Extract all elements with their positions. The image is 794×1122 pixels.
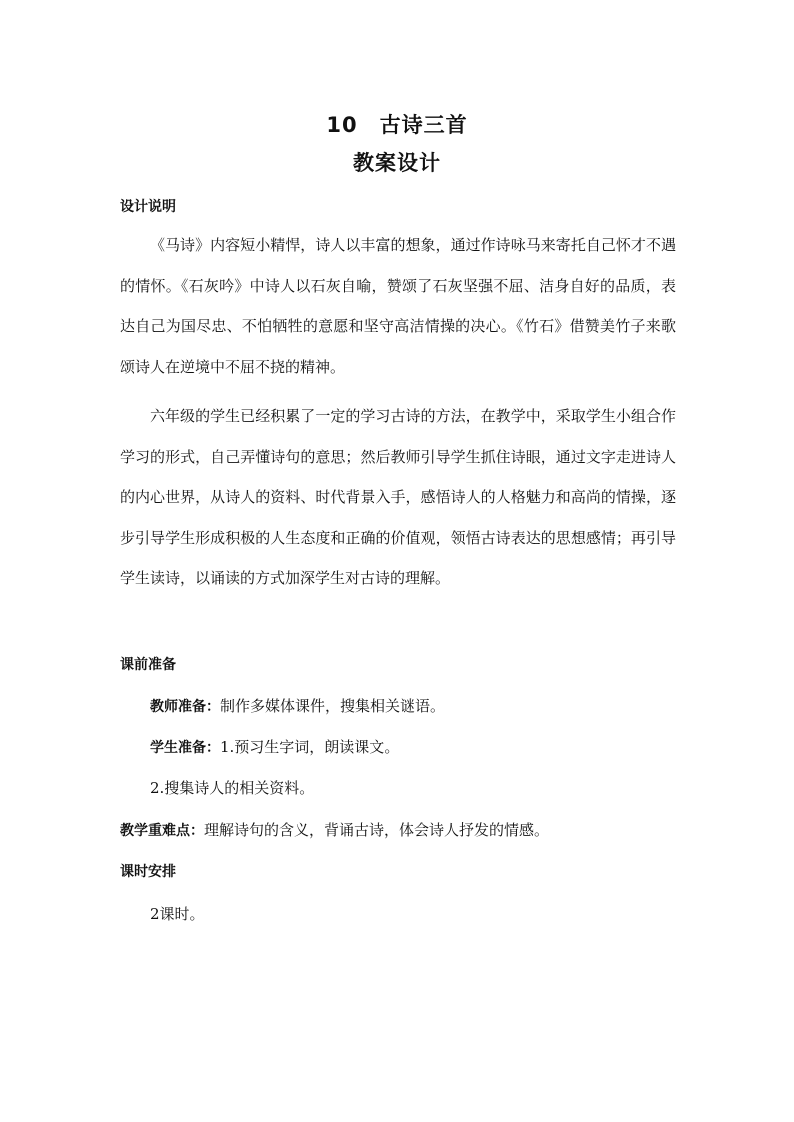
schedule-heading: 课时安排 bbox=[120, 864, 176, 880]
key-points bbox=[120, 820, 549, 841]
key-points-text: 理解诗句的含义，背诵古诗，体会诗人抒发的情感。 bbox=[204, 821, 550, 839]
student-preparation-label: 学生准备： bbox=[150, 740, 220, 756]
teacher-preparation bbox=[150, 696, 445, 717]
design-notes-paragraph-2: 六年级的学生已经积累了一定的学习古诗的方法，在教学中，采取学生小组合作学习的形式，自己弄懂诗句的意思；然后教师引导学生抓住诗眼，通过文字走进诗人的内心世界，从诗人的资料、时代背景入手，感悟诗人的人格魅力和高尚的情操，逐步引导学生形成积极的人生态度和正确的价值观，领悟古诗表达的思想感情；再引导学生读诗，以诵读的方式加深学生对古诗的理解。 bbox=[120, 407, 676, 587]
teacher-preparation-text: 制作多媒体课件，搜集相关谜语。 bbox=[220, 697, 446, 715]
design-notes-paragraph-1: 《马诗》内容短小精悍，诗人以丰富的想象，通过作诗咏马来寄托自己怀才不遇的情怀。《石灰吟》中诗人以石灰自喻，赞颂了石灰坚强不屈、洁身自好的品质，表达自己为国尽忠、不怕牺牲的意愿和坚守高洁情操的决心。《竹石》借赞美竹子来歌颂诗人在逆境中不屈不挠的精神。 bbox=[120, 236, 676, 376]
student-preparation-item-2: 2.搜集诗人的相关资料。 bbox=[150, 779, 315, 797]
key-points-label: 教学重难点： bbox=[120, 823, 204, 839]
teacher-preparation-label: 教师准备： bbox=[150, 699, 220, 715]
preparation-heading: 课前准备 bbox=[120, 657, 176, 673]
lesson-number: 10 bbox=[326, 113, 358, 137]
lesson-subtitle: 教案设计 bbox=[353, 151, 441, 175]
schedule-text: 2课时。 bbox=[150, 905, 205, 923]
lesson-title bbox=[0, 110, 794, 140]
lesson-title-text: 古诗三首 bbox=[379, 113, 468, 137]
student-preparation bbox=[150, 737, 399, 758]
design-notes-heading: 设计说明 bbox=[120, 199, 176, 215]
student-preparation-item-1: 1.预习生字词，朗读课文。 bbox=[220, 738, 400, 756]
